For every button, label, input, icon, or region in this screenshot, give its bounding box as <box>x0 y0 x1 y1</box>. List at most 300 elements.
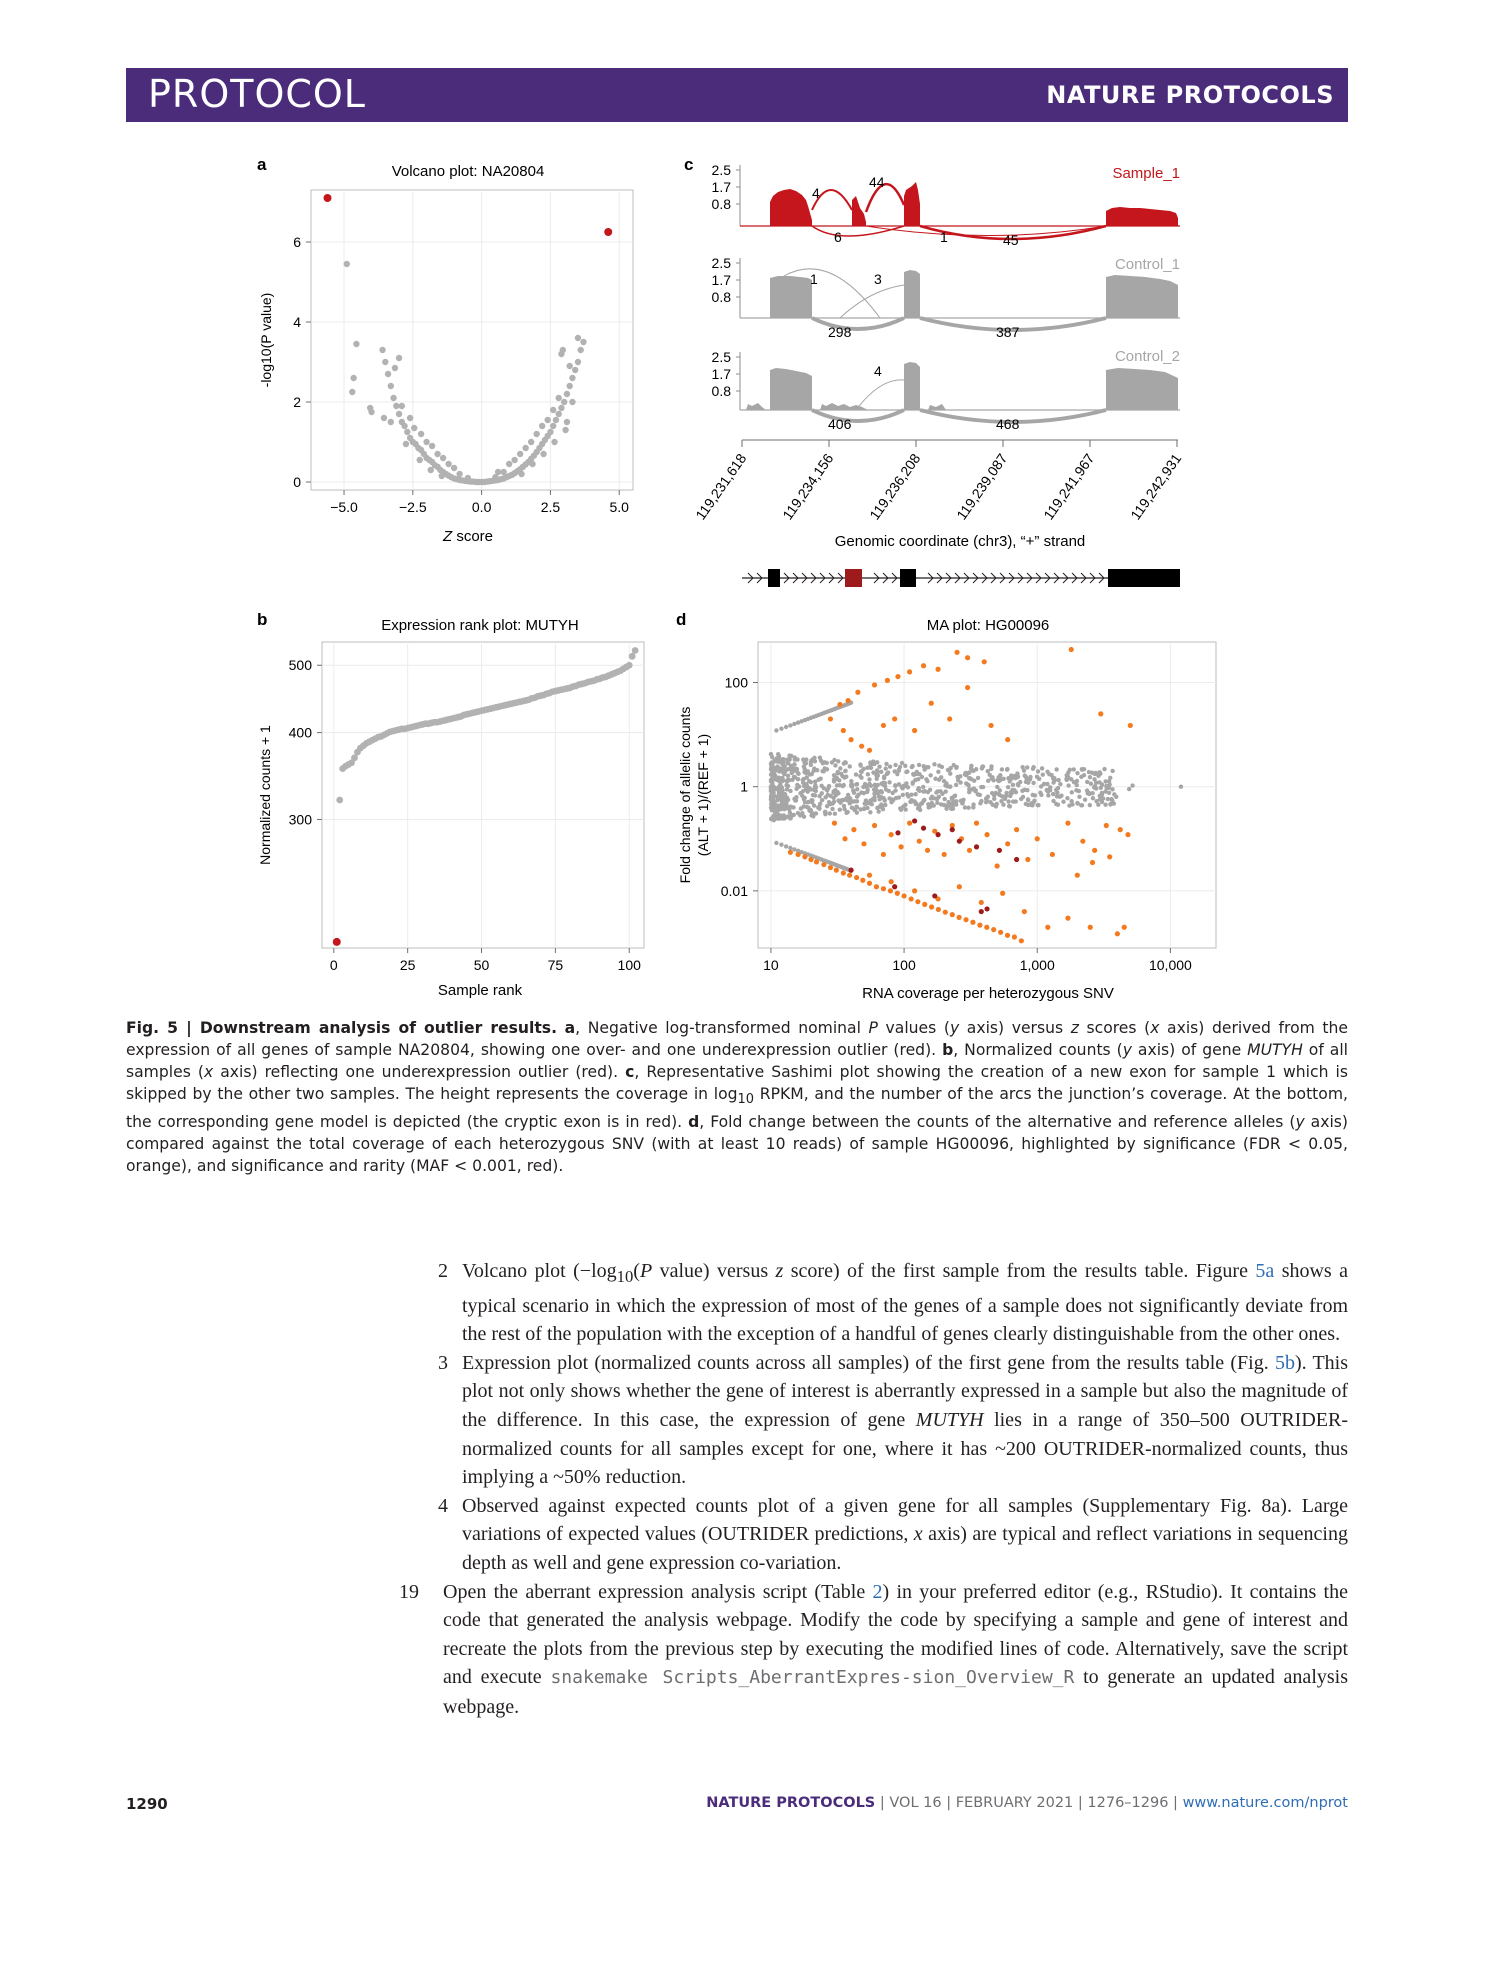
track1-junction-6: 6 <box>834 229 842 245</box>
ma-point <box>952 763 956 767</box>
ma-point <box>1108 802 1112 806</box>
ma-x-tick-label: 100 <box>892 957 916 973</box>
rank-y-label: Normalized counts + 1 <box>257 725 273 865</box>
ma-point <box>1022 768 1026 772</box>
ma-point <box>1039 784 1043 788</box>
ma-point <box>875 806 879 810</box>
rank-point <box>632 647 639 654</box>
ma-point <box>888 764 892 768</box>
ma-point <box>1098 772 1102 776</box>
sashimi-track-control-1 <box>712 255 1180 340</box>
ma-point <box>1097 780 1101 784</box>
ma-y-tick-label: 1 <box>740 778 748 795</box>
volcano-x-label-italic: Z <box>442 528 453 545</box>
track2-exon2-coverage <box>904 270 920 318</box>
ma-point <box>817 794 821 798</box>
ma-point <box>849 779 853 783</box>
ma-point <box>871 770 875 774</box>
rank-plot-area <box>322 642 644 948</box>
ma-point <box>1075 771 1079 775</box>
track1-arc-6 <box>812 226 904 236</box>
step-3-gene: MUTYH <box>915 1408 984 1431</box>
volcano-y-tick-label: 0 <box>293 474 301 490</box>
volcano-point <box>451 465 457 471</box>
genomic-tick-label-1: 119,231,618 <box>692 450 750 523</box>
rank-point <box>629 653 636 660</box>
volcano-point <box>544 417 550 423</box>
panel-label-b: b <box>257 610 268 629</box>
volcano-point <box>445 461 451 467</box>
volcano-point <box>569 399 575 405</box>
ma-point <box>1093 772 1097 776</box>
ma-significant-point <box>917 839 922 844</box>
ma-point <box>1077 795 1081 799</box>
step-4: 4 Observed against expected counts plot of a given gene for all samples (Supplementary Fig. 8a). Large variations of expected values (OUTRIDER predictions, x axis) are typical and reflect variations in sequencing depth as well and gene expression co-variation. <box>438 1494 1348 1574</box>
ma-point <box>1100 791 1104 795</box>
ma-significant-point <box>808 857 813 862</box>
ma-rare-significant-point <box>974 844 979 849</box>
ma-significant-point <box>965 685 970 690</box>
ma-point <box>1075 783 1079 787</box>
ma-point <box>1102 767 1106 771</box>
step-4-text-b: axis) are typical and reflect variations in sequencing depth as well and gene expression co-variation. <box>462 1523 1348 1574</box>
ma-point <box>969 777 973 781</box>
ma-significant-point <box>888 888 893 893</box>
caption-b-text2: axis) of gene <box>1131 1041 1248 1059</box>
ma-significant-point <box>1025 857 1030 862</box>
step-3-text-a: Expression plot (normalized counts across all samples) of the first gene from the results table (Fig. <box>462 1351 1275 1374</box>
ma-point <box>1046 793 1050 797</box>
ma-point <box>803 767 807 771</box>
ma-significant-point <box>925 848 930 853</box>
ma-significant-point <box>942 852 947 857</box>
ma-point <box>894 796 898 800</box>
caption-a-text3: axis) versus <box>959 1019 1071 1037</box>
ma-point <box>819 784 823 788</box>
ma-point <box>769 806 773 810</box>
ma-significant-point <box>874 884 879 889</box>
ma-significant-point <box>854 875 859 880</box>
ma-point <box>1080 803 1084 807</box>
ma-significant-point <box>1005 841 1010 846</box>
volcano-point <box>558 405 564 411</box>
track2-junction-3: 3 <box>874 271 882 287</box>
ma-point <box>1130 783 1134 787</box>
volcano-point <box>353 341 359 347</box>
step-19-text-a: Open the aberrant expression analysis script (Table <box>443 1580 873 1603</box>
ma-significant-point <box>889 832 894 837</box>
ma-point <box>820 769 824 773</box>
sashimi-track-control-2 <box>712 348 1180 432</box>
rank-title: Expression rank plot: MUTYH <box>381 617 579 634</box>
ma-significant-point <box>957 915 962 920</box>
volcano-point <box>423 439 429 445</box>
ma-band-point <box>779 726 783 730</box>
expression-rank-plot <box>257 617 644 999</box>
ma-point <box>1092 777 1096 781</box>
ma-point <box>885 771 889 775</box>
figure-5a-link[interactable]: 5a <box>1255 1260 1275 1282</box>
track1-ytick-1: 2.5 <box>711 162 731 178</box>
volcano-point <box>429 443 435 449</box>
ma-point <box>875 760 879 764</box>
ma-point <box>1110 769 1114 773</box>
ma-point <box>1051 792 1055 796</box>
step-3-text-c: lies in a range of 350–500 OUTRIDER-normalized counts for all samples except for one, where it has ~200 OUTRIDER-normalized counts, thus implying a ~50% reduction. <box>462 1408 1348 1489</box>
ma-point <box>971 802 975 806</box>
ma-point <box>782 804 786 808</box>
ma-point <box>940 765 944 769</box>
ma-significant-point <box>936 907 941 912</box>
track2-junction-1: 1 <box>810 271 818 287</box>
ma-point <box>1008 804 1012 808</box>
gene-model-exon-2 <box>900 569 916 587</box>
track1-exon1-coverage <box>770 189 812 226</box>
ma-point <box>866 772 870 776</box>
ma-point <box>813 783 817 787</box>
ma-point <box>780 758 784 762</box>
ma-significant-point <box>881 852 886 857</box>
ma-point <box>1103 802 1107 806</box>
ma-point <box>948 784 952 788</box>
ma-point <box>1086 791 1090 795</box>
ma-significant-point <box>984 925 989 930</box>
volcano-y-label: -log10(P value) <box>258 292 274 388</box>
volcano-point <box>403 441 409 447</box>
ma-band-point <box>774 841 778 845</box>
ma-point <box>816 805 820 809</box>
volcano-point <box>396 411 402 417</box>
volcano-point <box>547 429 553 435</box>
ma-point <box>1035 803 1039 807</box>
ma-point <box>811 814 815 818</box>
ma-point <box>867 801 871 805</box>
footer-pages: 1276–1296 <box>1087 1795 1169 1811</box>
ma-significant-point <box>998 930 1003 935</box>
ma-rare-significant-point <box>892 884 897 889</box>
track3-junction-4: 4 <box>874 363 882 379</box>
ma-point <box>823 795 827 799</box>
volcano-x-label <box>442 528 493 545</box>
ma-point <box>917 804 921 808</box>
ma-point <box>917 772 921 776</box>
ma-rare-significant-point <box>935 832 940 837</box>
caption-b-gene: MUTYH <box>1247 1041 1303 1059</box>
snakemake-command: snakemake Scripts_AberrantExpres-sion_Overview_R <box>550 1667 1075 1689</box>
ma-significant-point <box>899 844 904 849</box>
footer-date: FEBRUARY 2021 <box>955 1795 1074 1811</box>
ma-point <box>855 795 859 799</box>
ma-point <box>921 785 925 789</box>
ma-point <box>795 767 799 771</box>
ma-significant-point <box>872 682 877 687</box>
ma-rare-significant-point <box>932 893 937 898</box>
ma-point <box>863 801 867 805</box>
footer-volume: VOL 16 <box>889 1795 942 1811</box>
table-2-link[interactable]: 2 <box>872 1580 883 1603</box>
ma-band-point <box>788 723 792 727</box>
volcano-point <box>569 375 575 381</box>
ma-point <box>880 790 884 794</box>
ma-significant-point <box>855 690 860 695</box>
ma-point <box>1011 775 1015 779</box>
ma-point <box>1020 789 1024 793</box>
volcano-point <box>456 471 462 477</box>
ma-significant-point <box>929 904 934 909</box>
step-2-text-d: score) of the first sample from the results table. Figure <box>783 1260 1256 1282</box>
ma-point <box>801 778 805 782</box>
volcano-y-ticks <box>293 234 311 490</box>
step-19-text-c: to generate an updated analysis webpage. <box>443 1666 1348 1718</box>
caption-b-text4: axis) reflecting one underexpression outlier (red). <box>213 1063 626 1081</box>
caption-b-x: x <box>203 1063 214 1081</box>
ma-significant-point <box>907 669 912 674</box>
ma-point <box>808 772 812 776</box>
ma-point <box>820 798 824 802</box>
ma-significant-point <box>954 650 959 655</box>
volcano-point <box>367 405 373 411</box>
ma-significant-point <box>802 854 807 859</box>
ma-point <box>1098 797 1102 801</box>
ma-significant-point <box>950 912 955 917</box>
caption-label-a: a <box>564 1019 576 1037</box>
step-2-text-e: shows a typical scenario in which the expression of most of the genes of a sample does not significantly deviate from the rest of the population with the exception of a handful of genes clearly distinguishable from the other ones. <box>462 1260 1349 1346</box>
caption-c-sub: 10 <box>737 1092 755 1108</box>
rank-x-tick-label: 50 <box>473 957 490 973</box>
ma-significant-point <box>970 920 975 925</box>
volcano-y-tick-label: 2 <box>293 394 301 410</box>
ma-point <box>862 806 866 810</box>
volcano-point <box>465 475 471 481</box>
ma-point <box>775 798 779 802</box>
ma-point <box>946 768 950 772</box>
volcano-point <box>401 423 407 429</box>
ma-point <box>855 787 859 791</box>
rank-x-tick-label: 100 <box>617 957 641 973</box>
ma-significant-point <box>1104 823 1109 828</box>
footer-sep-3: | <box>1073 1795 1088 1811</box>
ma-point <box>985 798 989 802</box>
volcano-point <box>418 431 424 437</box>
ma-point <box>961 798 965 802</box>
ma-point <box>1037 777 1041 781</box>
volcano-point <box>561 399 567 405</box>
ma-point <box>848 801 852 805</box>
ma-point <box>1029 802 1033 806</box>
footer-url-link[interactable]: www.nature.com/nprot <box>1182 1795 1348 1811</box>
ma-point <box>804 787 808 791</box>
ma-point <box>784 783 788 787</box>
ma-point <box>872 795 876 799</box>
ma-point <box>1065 796 1069 800</box>
volcano-point <box>550 423 556 429</box>
volcano-point <box>555 411 561 417</box>
ma-point <box>869 784 873 788</box>
ma-point <box>792 775 796 779</box>
ma-point <box>828 811 832 815</box>
ma-point <box>1070 802 1074 806</box>
volcano-x-tick-label: 0.0 <box>471 499 492 515</box>
ma-point <box>825 767 829 771</box>
track1-cryptic-exon-coverage <box>852 196 866 226</box>
ma-point <box>832 796 836 800</box>
ma-significant-point <box>867 881 872 886</box>
rank-x-tick-label: 25 <box>399 957 416 973</box>
ma-point <box>978 801 982 805</box>
ma-significant-point <box>921 663 926 668</box>
ma-significant-point <box>1065 821 1070 826</box>
ma-point <box>865 790 869 794</box>
ma-point <box>868 810 872 814</box>
volcano-point <box>575 335 581 341</box>
rank-y-tick-label: 400 <box>288 724 312 741</box>
ma-significant-point <box>851 827 856 832</box>
volcano-point <box>580 339 586 345</box>
track2-ytick-3: 0.8 <box>711 289 731 305</box>
ma-significant-point <box>984 832 989 837</box>
gene-model-exon-3 <box>1108 569 1180 587</box>
ma-point <box>1014 790 1018 794</box>
track3-exon1-coverage <box>770 368 812 410</box>
ma-point <box>797 784 801 788</box>
sashimi-genomic-axis <box>692 440 1184 550</box>
ma-point <box>769 762 773 766</box>
ma-point <box>818 755 822 759</box>
ma-point <box>990 775 994 779</box>
procedure-steps <box>394 1257 1348 1722</box>
track2-ytick-2: 1.7 <box>711 272 731 288</box>
rank-outlier-point <box>333 938 341 946</box>
volcano-point <box>529 461 535 467</box>
ma-significant-point <box>1080 839 1085 844</box>
track2-junction-387: 387 <box>996 324 1020 340</box>
ma-point <box>964 781 968 785</box>
ma-point <box>1045 782 1049 786</box>
ma-significant-point <box>912 888 917 893</box>
ma-significant-point <box>881 723 886 728</box>
volcano-point <box>440 455 446 461</box>
ma-significant-point <box>1045 925 1050 930</box>
ma-point <box>809 780 813 784</box>
ma-significant-point <box>1092 848 1097 853</box>
ma-point <box>893 784 897 788</box>
ma-plot <box>677 617 1216 1002</box>
ma-point <box>772 758 776 762</box>
ma-point <box>838 807 842 811</box>
ma-point <box>994 804 998 808</box>
ma-point <box>935 801 939 805</box>
ma-point <box>1080 767 1084 771</box>
ma-significant-point <box>828 716 833 721</box>
ma-significant-point <box>1090 860 1095 865</box>
ma-point <box>832 779 836 783</box>
ma-point <box>831 790 835 794</box>
figure-5b-link[interactable]: 5b <box>1274 1351 1295 1374</box>
ma-point <box>1031 781 1035 785</box>
volcano-outlier-point <box>604 228 612 236</box>
ma-point <box>858 774 862 778</box>
ma-point <box>1016 783 1020 787</box>
ma-point <box>844 796 848 800</box>
ma-point <box>823 810 827 814</box>
volcano-point <box>439 473 445 479</box>
ma-point <box>1075 779 1079 783</box>
ma-point <box>1040 766 1044 770</box>
volcano-point <box>562 427 568 433</box>
ma-significant-point <box>1128 723 1133 728</box>
volcano-x-tick-label: 2.5 <box>540 499 561 515</box>
ma-significant-point <box>957 884 962 889</box>
track1-exon3-coverage <box>1106 207 1178 226</box>
ma-point <box>900 786 904 790</box>
ma-point <box>825 761 829 765</box>
ma-point <box>836 791 840 795</box>
ma-point <box>798 813 802 817</box>
ma-point <box>1085 780 1089 784</box>
volcano-x-tick-label: −2.5 <box>399 499 427 515</box>
volcano-point <box>522 445 528 451</box>
ma-rare-significant-point <box>950 827 955 832</box>
ma-point <box>833 763 837 767</box>
ma-significant-point <box>943 910 948 915</box>
ma-point <box>1093 784 1097 788</box>
volcano-point <box>528 439 534 445</box>
ma-point <box>883 781 887 785</box>
ma-x-label: RNA coverage per heterozygous SNV <box>862 985 1114 1002</box>
ma-point <box>935 797 939 801</box>
ma-point <box>1051 799 1055 803</box>
ma-point <box>769 798 773 802</box>
caption-label-c: c <box>625 1063 635 1081</box>
ma-point <box>838 783 842 787</box>
ma-significant-point <box>828 865 833 870</box>
genomic-tick-label-6: 119,242,931 <box>1127 450 1185 523</box>
track1-junction-1: 1 <box>940 229 948 245</box>
ma-x-tick-label: 10 <box>763 957 779 973</box>
ma-point <box>838 766 842 770</box>
footer-journal: NATURE PROTOCOLS <box>706 1795 876 1811</box>
ma-point <box>981 785 985 789</box>
ma-point <box>955 775 959 779</box>
ma-significant-point <box>881 886 886 891</box>
ma-point <box>865 784 869 788</box>
ma-point <box>1099 786 1103 790</box>
ma-point <box>909 799 913 803</box>
ma-point <box>1055 794 1059 798</box>
caption-d-text: , Fold change between the counts of the alternative and reference alleles ( <box>699 1113 1296 1132</box>
ma-point <box>781 778 785 782</box>
ma-point <box>887 780 891 784</box>
ma-point <box>936 770 940 774</box>
ma-point <box>911 772 915 776</box>
volcano-point <box>399 403 405 409</box>
ma-point <box>1061 800 1065 804</box>
track3-name: Control_2 <box>1114 348 1180 365</box>
ma-point <box>884 766 888 770</box>
gene-model-cryptic-exon <box>845 569 862 587</box>
ma-point <box>818 776 822 780</box>
ma-point <box>839 772 843 776</box>
ma-point <box>1019 797 1023 801</box>
ma-point <box>814 789 818 793</box>
ma-point <box>852 799 856 803</box>
ma-point <box>1024 777 1028 781</box>
step-19: 19 Open the aberrant expression analysis script (Table 2) in your preferred editor (e.g., RStudio). It contains the code that generated the analysis webpage. Modify the code by specifying a sample and gene of interest and recreate the plots from the previous step by executing the modified lines of code. Alternatively, save the script and execute snakemake Scripts_AberrantExpres-sion_Overview_R to generate an updated analysis webpage. <box>399 1580 1348 1718</box>
panel-label-a: a <box>257 155 267 174</box>
ma-point <box>938 789 942 793</box>
ma-point <box>1068 768 1072 772</box>
step-2-text-b: ( <box>633 1260 640 1282</box>
